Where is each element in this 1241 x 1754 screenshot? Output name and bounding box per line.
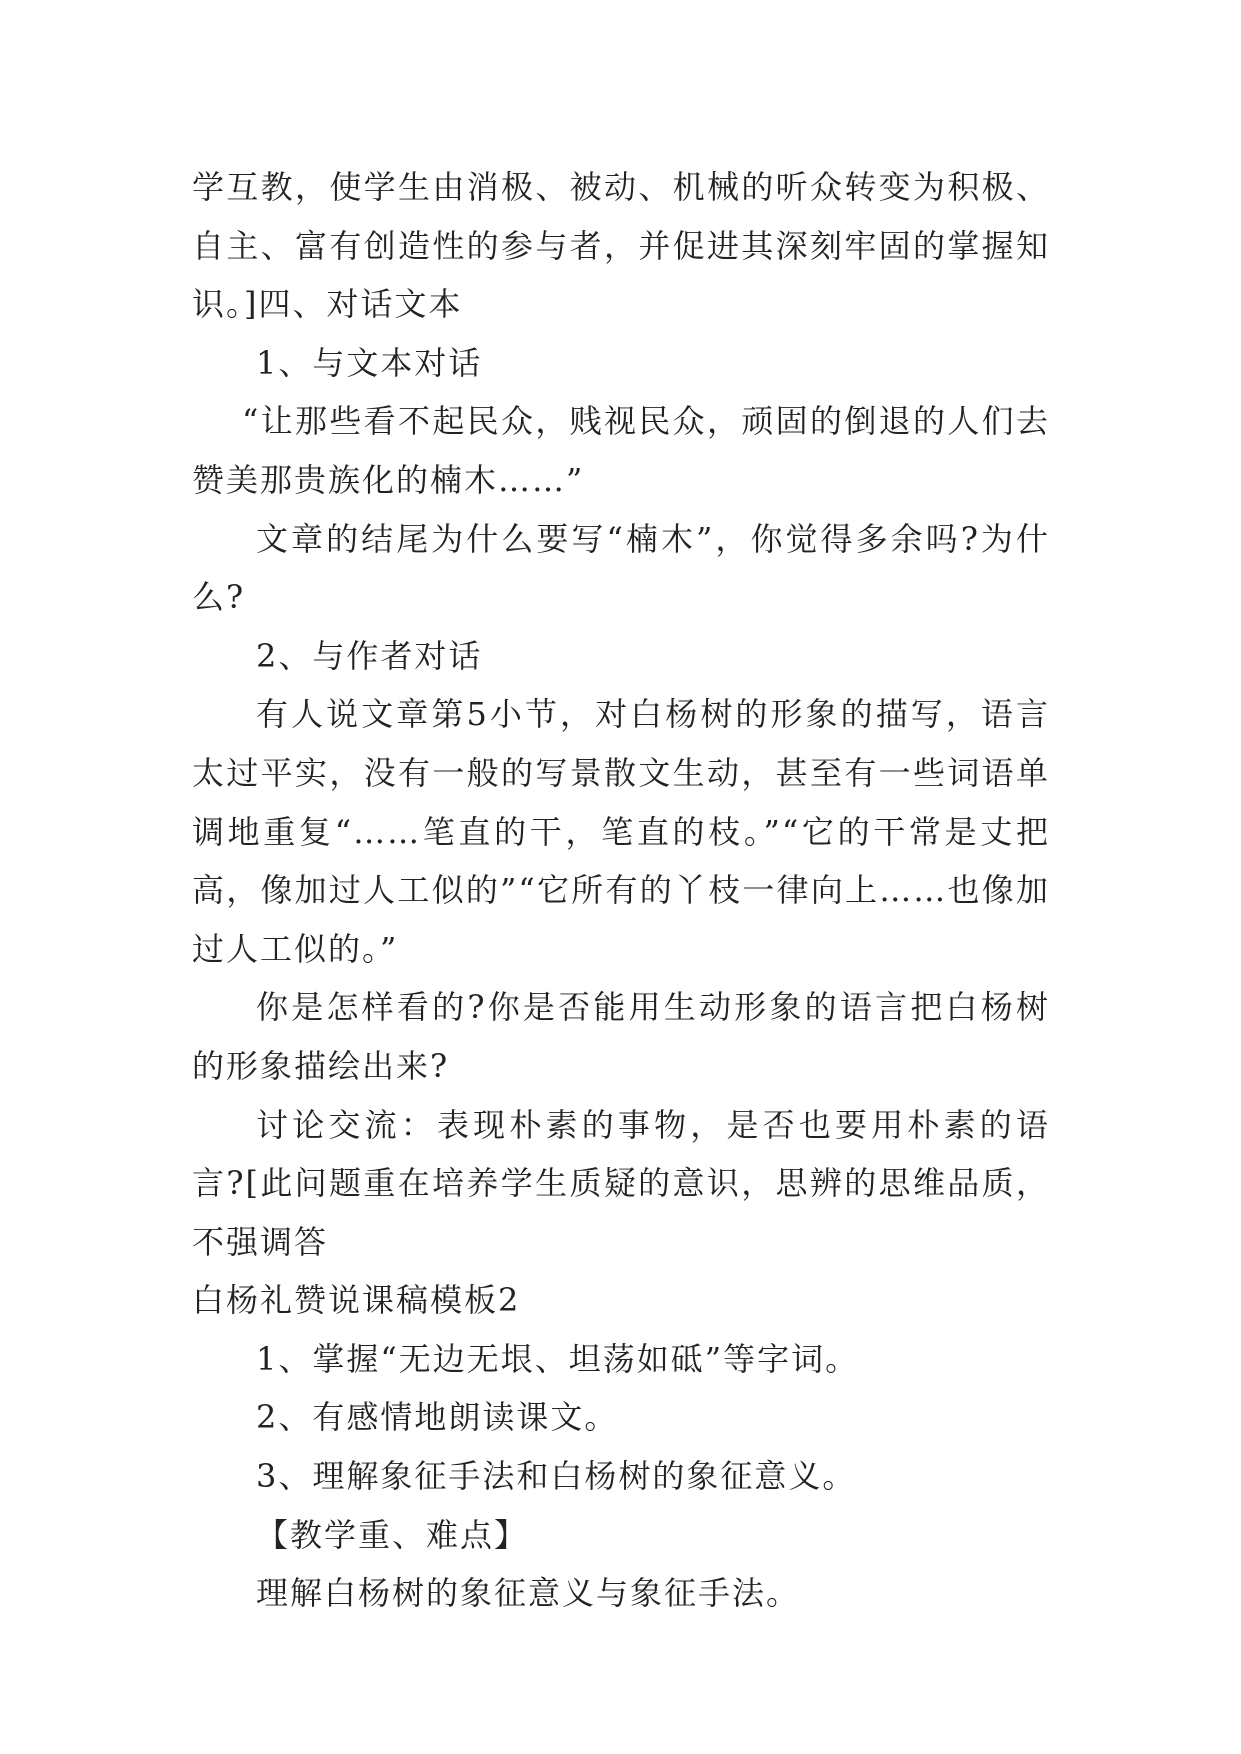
paragraph-plain-language-critique: 有人说文章第5小节，对白杨树的形象的描写，语言太过平实，没有一般的写景散文生动，甚至有一些词语单调地重复“……笔直的干，笔直的枝。”“它的干常是丈把高，像加过人工似的”“它所有的丫枝一律向上……也像加过人工似的。” (192, 695, 1050, 968)
paragraph-key-points-body: 理解白杨树的象征意义与象征手法。 (256, 1574, 801, 1613)
document-title-template-2: 白杨礼赞说课稿模板2 (192, 1281, 521, 1320)
objective-item-1: 1、掌握“无边无垠、坦荡如砥”等字词。 (256, 1339, 860, 1378)
objective-item-3: 3、理解象征手法和白杨树的象征意义。 (256, 1457, 857, 1496)
question-nanmu-ending: 文章的结尾为什么要写“楠木”，你觉得多余吗?为什么? (192, 519, 1050, 617)
section-heading-key-points: 【教学重、难点】 (256, 1515, 529, 1554)
question-vivid-description: 你是怎样看的?你是否能用生动形象的语言把白杨树的形象描绘出来? (192, 988, 1050, 1085)
section-heading-dialogue-with-author: 2、与作者对话 (256, 636, 483, 675)
quote-nanmu: “让那些看不起民众，贱视民众，顽固的倒退的人们去赞美那贵族化的楠木……” (192, 402, 1050, 499)
document-body (192, 158, 1050, 1623)
objective-item-2: 2、有感情地朗读课文。 (256, 1398, 619, 1437)
paragraph-intro-continuation: 学互教，使学生由消极、被动、机械的听众转变为积极、自主、富有创造性的参与者，并促进其深刻牢固的掌握知识。]四、对话文本 (192, 168, 1050, 324)
section-heading-dialogue-with-text: 1、与文本对话 (256, 343, 483, 382)
paragraph-discussion: 讨论交流：表现朴素的事物，是否也要用朴素的语言?[此问题重在培养学生质疑的意识，思辨的思维品质，不强调答 (192, 1105, 1050, 1261)
